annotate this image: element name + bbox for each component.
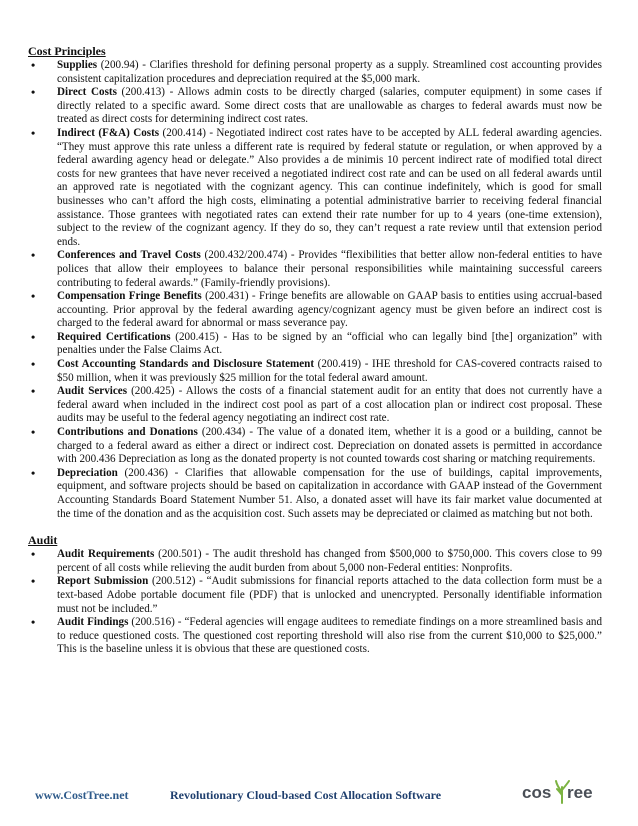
bullet: • bbox=[31, 85, 36, 100]
item-description: (200.434) - The value of a donated item, whether it is a good or a building, cannot be charged to a federal award as either a direct or indirect cost. Depreciation on donated assets is permitted in accordance with 200.436 Depreciation as long as the donated property is not counted towards cost sharing or matching requirements. bbox=[57, 426, 602, 466]
item-description: (200.414) - Negotiated indirect cost rates have to be accepted by ALL federal awarding agencies. “They must approve this rate unless a different rate is required by federal statute or regulation, or when approved by a federal awarding agency head or delegate.” Also provides a de minimis 10 percent indirect rate of modified total direct costs for new grantees that have never received a negotiated indirect cost rate and can be used on all federal awards until an approved rate is negotiated with the cognizant agency. This can continue indefinitely, which is good for small businesses who can’t afford the high costs, eliminating a potential administrative barrier to receiving federal financial assistance. Those grantees with negotiated rates can extend their rate number for up to 4 years (one-time extension), subject to the review of the cognizant agency. If they do so, they can’t request a rate review until that extension period ends. bbox=[57, 126, 603, 248]
item-description: (200.501) - The audit threshold has changed from $500,000 to $750,000. This covers close to 99 percent of all costs while relieving the audit burden from about 5,000 non-Federal entities: Nonprofits. bbox=[57, 548, 602, 574]
item-term: Audit Findings bbox=[57, 616, 129, 629]
item-description: (200.436) - Clarifies that allowable compensation for the use of buildings, capital improvements, equipment, and software projects should be based on capitalization in accordance with GAAP instead of the Government Accounting Standards Board Statement Number 51. Also, a donated asset will have its fair market value documented at the time of the donation and as the acquisition cost. Such assets may be depreciated or claimed as matching but not both. bbox=[57, 466, 602, 520]
bullet: • bbox=[31, 547, 36, 562]
item-term: Contributions and Donations bbox=[57, 426, 198, 439]
item-description: (200.94) - Clarifies threshold for defining personal property as a supply. Streamlined cost accounting provides consistent capitalization procedures and depreciation required at the $5,000 mark. bbox=[57, 59, 602, 85]
bullet: • bbox=[31, 574, 36, 589]
audit-list bbox=[28, 548, 602, 657]
item-term: Indirect (F&A) Costs bbox=[57, 126, 160, 139]
item-description: (200.419) - IHE threshold for CAS-covered contracts raised to $50 million, when it was previously $25 million for the total federal award amount. bbox=[57, 358, 602, 384]
item-term: Required Certifications bbox=[57, 330, 171, 343]
bullet: • bbox=[31, 58, 36, 72]
bullet: • bbox=[31, 384, 36, 399]
section-title-audit: Audit bbox=[28, 533, 58, 548]
list-item bbox=[28, 358, 602, 385]
website-link[interactable]: www.CostTree.net bbox=[35, 788, 129, 802]
section-title-cost-principles: Cost Principles bbox=[28, 44, 106, 58]
item-term: Conferences and Travel Costs bbox=[57, 249, 201, 262]
list-item bbox=[28, 331, 602, 358]
item-term: Report Submission bbox=[57, 575, 149, 588]
cost-principles-list bbox=[28, 59, 602, 521]
item-description: (200.432/200.474) - Provides “flexibilities that better allow non-federal entities to have polices that allow their employees to balance their personal responsibilities while maintaining successful careers contributing to federal awards.” (Family-friendly provisions). bbox=[57, 249, 602, 289]
bullet: • bbox=[31, 329, 36, 344]
item-term: Cost Accounting Standards and Disclosure Statement bbox=[57, 358, 315, 371]
list-item bbox=[28, 467, 602, 521]
bullet: • bbox=[31, 425, 36, 440]
item-description: (200.413) - Allows admin costs to be directly charged (salaries, computer equipment) in some cases if directly related to a specific award. Some direct costs that are unallowable as charges to federal awards must now be treated as direct costs for determining indirect cost rates. bbox=[57, 86, 602, 126]
bullet: • bbox=[31, 125, 36, 140]
item-term: Depreciation bbox=[57, 466, 118, 479]
item-term: Direct Costs bbox=[57, 86, 117, 99]
list-item bbox=[28, 290, 602, 331]
list-item bbox=[28, 616, 602, 657]
list-item bbox=[28, 548, 602, 575]
item-term: Supplies bbox=[57, 59, 98, 71]
logo-text-right: ree bbox=[567, 783, 593, 802]
page-footer bbox=[0, 783, 638, 813]
item-description: (200.512) - “Audit submissions for financial reports attached to the data collection form must be a text-based Adobe portable document file (PDF) that is unlocked and unencrypted. Personally identifiable information must not be included.” bbox=[57, 575, 602, 615]
bullet: • bbox=[31, 289, 36, 304]
bullet: • bbox=[31, 357, 36, 372]
list-item bbox=[28, 575, 602, 616]
item-term: Compensation Fringe Benefits bbox=[57, 290, 202, 303]
footer-tagline: Revolutionary Cloud-based Cost Allocation Software bbox=[170, 788, 442, 802]
list-item bbox=[28, 127, 602, 249]
item-description: (200.425) - Allows the costs of a financial statement audit for an entity that does not currently have a federal award when included in the indirect cost pool as part of a cost allocation plan or indirect cost proposal. These audits may be useful to the federal agency negotiating an indirect cost rate. bbox=[57, 385, 602, 425]
item-term: Audit Services bbox=[57, 385, 128, 398]
item-description: (200.431) - Fringe benefits are allowable on GAAP basis to entities using accrual-based accounting. Prior approval by the federal awarding agency/cognizant agency must be given before an indirect cost is charged to the federal award for abnormal or mass severance pay. bbox=[57, 290, 602, 330]
list-item bbox=[28, 59, 602, 86]
list-item bbox=[28, 426, 602, 467]
bullet: • bbox=[31, 615, 36, 630]
list-item bbox=[28, 249, 602, 290]
item-description: (200.415) - Has to be signed by an “official who can legally bind [the] organization” with penalties under the False Claims Act. bbox=[57, 330, 602, 357]
document-page bbox=[28, 44, 602, 657]
list-item bbox=[28, 86, 602, 127]
bullet: • bbox=[31, 248, 36, 263]
list-item bbox=[28, 385, 602, 426]
costtree-logo bbox=[521, 777, 601, 809]
item-term: Audit Requirements bbox=[57, 548, 155, 561]
logo-text-left: cos bbox=[522, 783, 552, 802]
item-description: (200.516) - “Federal agencies will engage auditees to remediate findings on a more streamlined basis and to reduce questioned costs. The questioned cost reporting threshold will also rise from the current $10,000 to $25,000.” This is the baseline unless it is obvious that these are questioned costs. bbox=[57, 616, 602, 656]
bullet: • bbox=[31, 465, 36, 480]
